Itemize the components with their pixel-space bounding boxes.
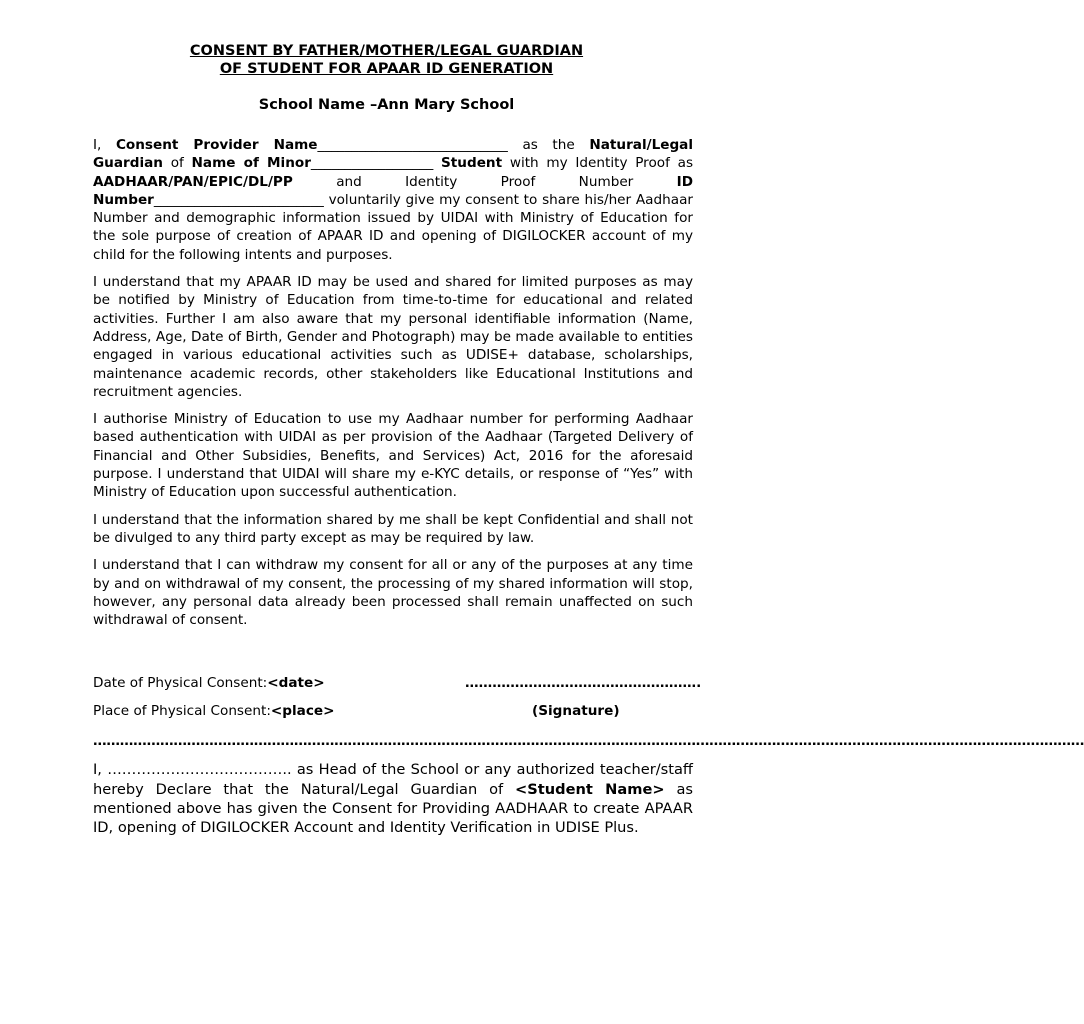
signature-dots: ……………………………………………. — [465, 675, 702, 692]
id-number-label: ID Number — [93, 173, 693, 208]
date-of-consent-row — [93, 674, 702, 692]
form-title-line2: OF STUDENT FOR APAAR ID GENERATION — [219, 61, 554, 77]
consent-paragraph — [93, 136, 693, 264]
date-label: Date of Physical Consent: — [93, 675, 268, 692]
place-placeholder: <place> — [270, 703, 335, 720]
confidentiality-paragraph: I understand that the information shared by me shall be kept Confidential and shall not be divulged to any third party except as may be required by law. — [93, 511, 693, 546]
form-title-line1: CONSENT BY FATHER/MOTHER/LEGAL GUARDIAN — [189, 43, 584, 59]
separator-dotted-line: …………………………………………………………………………………………………………………………………………………………………………………………………… — [93, 733, 1084, 750]
id-number-blank: _________________________ — [153, 191, 324, 208]
guardian-label: Natural/Legal Guardian — [93, 137, 694, 172]
minor-name-label: Name of Minor — [191, 155, 311, 172]
consent-provider-label: Consent Provider Name — [115, 137, 318, 153]
student-name-placeholder: <Student Name> — [515, 780, 665, 798]
date-placeholder: <date> — [267, 675, 325, 692]
school-declaration-paragraph — [93, 760, 693, 837]
apaar-usage-paragraph: I understand that my APAAR ID may be used and shared for limited purposes as may be notified by Ministry of Education from time-to-time for educational and related activities. Further I am also aware that my personal identifiable information (Name, Address, Age, Date of Birth, Gender and Photograph) may be made available to entities engaged in various educational activities such as UDISE+ database, scholarships, maintenance academic records, other stakeholders like Educational Institutions and recruitment agencies. — [93, 274, 693, 400]
withdrawal-paragraph: I understand that I can withdraw my consent for all or any of the purposes at any time by and on withdrawal of my consent, the processing of my shared information will stop, however, any personal data already been processed shall remain unaffected on such withdrawal of consent. — [93, 557, 693, 629]
minor-name-blank: __________________ — [310, 155, 434, 172]
signature-label: (Signature) — [532, 703, 620, 720]
declaration-start: I, ……………………………….. as Head of the School or any authorized teacher/staff hereby Declare that the Natural/Legal Guardian of — [93, 761, 693, 798]
declaration-end: as mentioned above has given the Consent for Providing AADHAAR to create APAAR ID, opening of DIGILOCKER Account and Identity Verification in UDISE Plus. — [93, 780, 693, 837]
place-of-consent-row — [93, 702, 693, 720]
proof-types: AADHAAR/PAN/EPIC/DL/PP — [93, 173, 293, 190]
para1-i: I, — [93, 137, 102, 153]
para1-with-proof: with my Identity Proof as — [509, 155, 694, 172]
place-label: Place of Physical Consent: — [93, 703, 271, 720]
para1-rest: voluntarily give my consent to share his/her Aadhaar Number and demographic information issued by UIDAI with Ministry of Education for the sole purpose of creation of APAAR ID and opening of DIGILOCKER account of my child for the following intents and purposes. — [93, 191, 694, 263]
para1-as-the: as the — [522, 137, 575, 153]
para1-of: of — [170, 155, 184, 172]
authorisation-paragraph: I authorise Ministry of Education to use my Aadhaar number for performing Aadhaar based authentication with UIDAI as per provision of the Aadhaar (Targeted Delivery of Financial and Other Subsidies, Benefits, and Services) Act, 2016 for the aforesaid purpose. I understand that UIDAI will share my e-KYC details, or response of “Yes” with Ministry of Education upon successful authentication. — [93, 411, 693, 501]
student-label: Student — [441, 155, 503, 172]
form-title — [80, 42, 693, 78]
consent-provider-blank: ____________________________ — [317, 137, 508, 153]
school-name-heading: School Name –Ann Mary School — [258, 97, 515, 113]
para1-and-id-proof: and Identity Proof Number — [336, 173, 634, 190]
